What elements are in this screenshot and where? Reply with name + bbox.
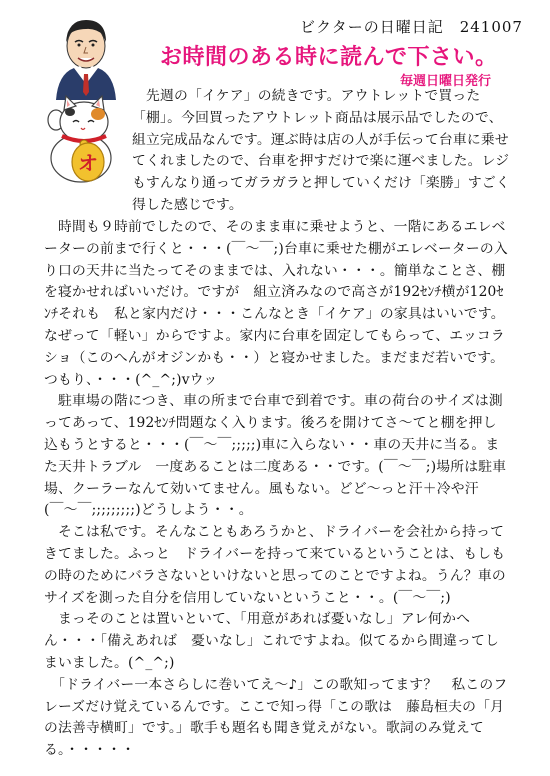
paragraph: まっそのことは置いといて、「用意があれば憂いなし」アレ何かへん・・・「備えあれば 憂いなし」これですよね。似てるから間違ってしまいました。(^_^;) xyxy=(44,611,499,671)
diary-body-rest xyxy=(44,217,510,762)
paragraph: 時間も９時前でしたので、そのまま車に乗せようと、一階にあるエレベーターの前まで行くと・・・(￣～￣;)台車に乗せた棚がエレベーターの入り口の天井に当たってそのままでは、入れない・・・。簡単なことさ、棚を寝かせればいいだけ。ですが 組立済みなので高さが192ｾﾝﾁ横が120ｾﾝﾁそれも 私と家内だけ・・・こんなとき「イケア」の家具はいいです。なぜって「軽い」からですよ。家内に台車を固定してもらって、エッコラショ（このへんがオジンかも・・）と寝かせました。まだまだ若いです。つもり、・・・(^_^;)vウッ xyxy=(44,219,508,388)
svg-text:オ: オ xyxy=(78,151,98,175)
paragraph: 先週の「イケア」の続きです。アウトレットで買った「棚」。今回買ったアウトレット商品は展示品でしたので、組立完成品なんです。運ぶ時は店の人が手伝って台車に乗せてくれましたので、台車を押すだけで楽に運べました。レジもすんなり通ってガラガラと押していくだけ「楽勝」すごく得した感じです。 xyxy=(132,88,510,213)
diary-title: ビクターの日曜日記 241007 xyxy=(300,18,523,36)
paragraph: そこは私です。そんなこともあろうかと、ドライバーを会社から持ってきてました。ふっと ドライバーを持って来ているということは、もしもの時のためにバラさないといけないと思ってのことですよね。うん？車のサイズを測った自分を信用していないということ・・。(￣～￣;) xyxy=(44,524,506,606)
subtitle: お時間のある時に読んで下さい。 xyxy=(160,45,498,70)
diary-body xyxy=(8,86,512,217)
publication-note: 毎週日曜日発行 xyxy=(400,74,492,89)
paragraph: 駐車場の階につき、車の所まで台車で到着です。車の荷台のサイズは測ってあって、192ｾﾝﾁ問題なく入ります。後ろを開けてさ～てと棚を押し込もうとすると・・・(￣～￣;;;;;)車に入らない・・車の天井に当る。また天井トラブル 一度あることは二度ある・・です。(￣～￣;)場所は駐車場、クーラーなんて効いてません。風もない。どど～っと汗＋冷や汗 (￣～￣;;;;;;;;;)どうしよう・・。 xyxy=(44,393,507,519)
paragraph: 「ドライバー一本さらしに巻いてえ～♪」この歌知ってます？ 私このフレーズだけ覚えているんです。ここで知っ得「この歌は 藤島桓夫の「月の法善寺横町」です。」歌手も題名も聞き覚えがない。歌詞のみ覚えてる。・・・・・ xyxy=(44,676,508,759)
